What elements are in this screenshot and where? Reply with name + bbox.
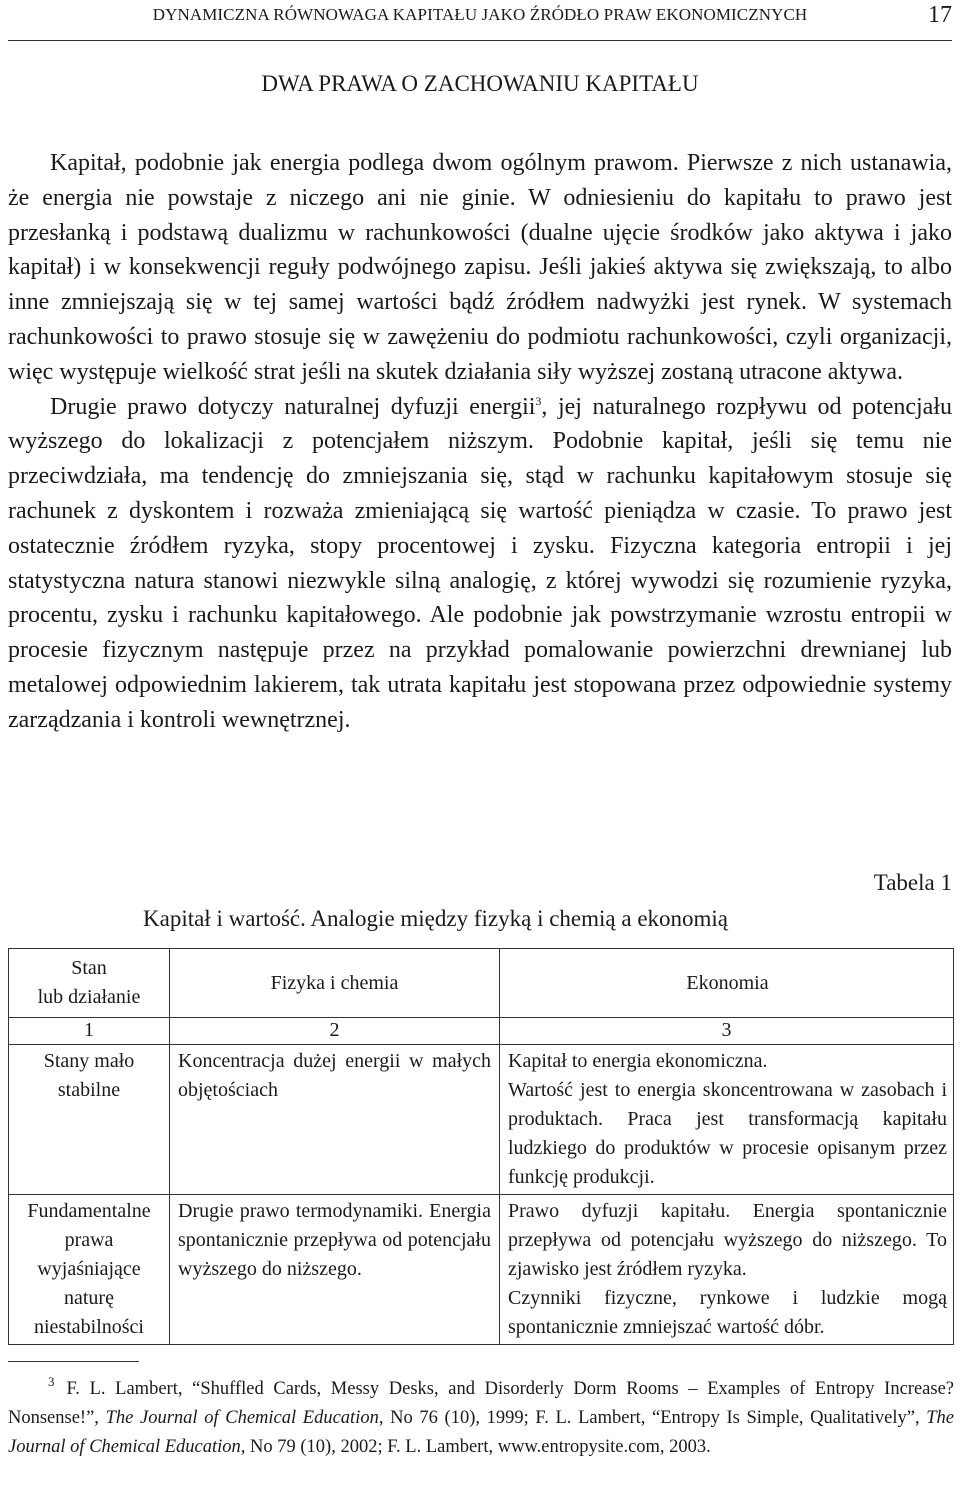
footnote-journal-2: The Journal of Chemical Education, [8, 1408, 955, 1457]
paragraph-2-part-1: Drugie prawo dotyczy naturalnej dyfuzji energii [50, 393, 536, 420]
footnote-reference[interactable]: 3 [535, 393, 542, 408]
footnote-text-3: No 79 (10), 2002; F. L. Lambert, www.entropysite.com, 2003. [245, 1437, 711, 1457]
row-2-physics: Drugie prawo termodynamiki. Energia spontanicznie przepływa od potencjału wyższego do niższego. [170, 1195, 500, 1345]
row-1-economy [500, 1045, 954, 1195]
paragraph-2-part-2: , jej naturalnego rozpływu od potencjału wyższego do lokalizacji z potencjałem niższym. Podobnie kapitał, jeśli się temu nie przeciwdziała, ma tendencję do zmniejszania się, stąd w rachunku kapitałowym stosuje się rachunek z dyskontem i rozważa zmieniającą się wartość pieniądza w czasie. To prawo jest ostatecznie źródłem ryzyka, stopy procentowej i zysku. Fizyczna kategoria entropii i jej statystyczna natura stanowi niezwykle silną analogię, z której wywodzi się rozumienie ryzyka, procentu, zysku i rachunku kapitałowego. Ale podobnie jak powstrzymanie wzrostu entropii w procesie fizycznym następuje przez na przykład pomalowanie powierzchni drewnianej lub metalowej odpowiednim lakierem, tak utrata kapitału jest stopowana przez odpowiednie systemy zarządzania i kontroli wewnętrznej. [8, 393, 952, 733]
paragraph-2 [8, 390, 952, 738]
section-title: DWA PRAWA O ZACHOWANIU KAPITAŁU [261, 71, 699, 96]
body-text [8, 146, 952, 738]
header-economy: Ekonomia [500, 949, 954, 1018]
footnote-text-2: , No 76 (10), 1999; F. L. Lambert, “Entropy Is Simple, Qualitatively”, [378, 1408, 927, 1428]
row-2-state: Fundamentalne prawa wyjaśniające naturę niestabilności [9, 1195, 170, 1345]
running-title: DYNAMICZNA RÓWNOWAGA KAPITAŁU JAKO ŹRÓDŁO PRAW EKONOMICZNYCH [152, 5, 808, 24]
column-number-1: 1 [9, 1018, 170, 1045]
table-header-row [9, 949, 954, 1018]
table-column-numbers [9, 1018, 954, 1045]
footnote-number: 3 [48, 1374, 55, 1389]
header-rule [8, 40, 952, 41]
footnote-text-1: F. L. Lambert, “Shuffled Cards, Messy Desks, and Disorderly Dorm Rooms – Examples of Entropy Increase? Nonsense!”, [8, 1379, 954, 1428]
row-2-economy [500, 1195, 954, 1345]
column-number-3: 3 [500, 1018, 954, 1045]
page-number: 17 [928, 2, 952, 28]
header-state-line-1: Stan [71, 957, 107, 979]
row-1-economy-b: Wartość jest to energia skoncentrowana w zasobach i produktach. Praca jest transformacją kapitału ludzkiego do produktów w procesie opisanym przez funkcję produkcji. [508, 1079, 947, 1188]
column-number-2: 2 [170, 1018, 500, 1045]
header-physics-chemistry: Fizyka i chemia [170, 949, 500, 1018]
table-caption: Kapitał i wartość. Analogie między fizyką i chemią a ekonomią [143, 906, 729, 931]
row-1-economy-a: Kapitał to energia ekonomiczna. [508, 1050, 768, 1072]
analogy-table [8, 948, 954, 1345]
table-row [9, 1045, 954, 1195]
header-state-line-2: lub działanie [37, 986, 141, 1008]
row-1-state: Stany mało stabilne [9, 1045, 170, 1195]
header-state [9, 949, 170, 1018]
row-2-economy-a: Prawo dyfuzji kapitału. Energia spontanicznie przepływa od potencjału wyższego do niższego. To zjawisko jest źródłem ryzyka. [508, 1200, 947, 1280]
row-1-physics: Koncentracja dużej energii w małych objętościach [170, 1045, 500, 1195]
row-2-economy-b: Czynniki fizyczne, rynkowe i ludzkie mogą spontanicznie zmniejszać wartość dóbr. [508, 1287, 947, 1338]
footnote-journal-1: The Journal of Chemical Education [105, 1408, 379, 1428]
paragraph-1: Kapitał, podobnie jak energia podlega dwom ogólnym prawom. Pierwsze z nich ustanawia, że energia nie powstaje z niczego ani nie ginie. W odniesieniu do kapitału to prawo jest przesłanką i podstawą dualizmu w rachunkowości (dualne ujęcie środków jako aktywa i jako kapitał) i w konsekwencji reguły podwójnego zapisu. Jeśli jakieś aktywa się zwiększają, to albo inne zmniejszają się w tej samej wartości bądź źródłem nadwyżki jest rynek. W systemach rachunkowości to prawo stosuje się w zawężeniu do podmiotu rachunkowości, czyli organizacji, więc występuje wielkość strat jeśli na skutek działania siły wyższej zostaną utracone aktywa. [8, 150, 952, 385]
table-row [9, 1195, 954, 1345]
footnote-rule [8, 1361, 139, 1362]
table-label: Tabela 1 [873, 870, 952, 895]
footnote [8, 1375, 954, 1462]
